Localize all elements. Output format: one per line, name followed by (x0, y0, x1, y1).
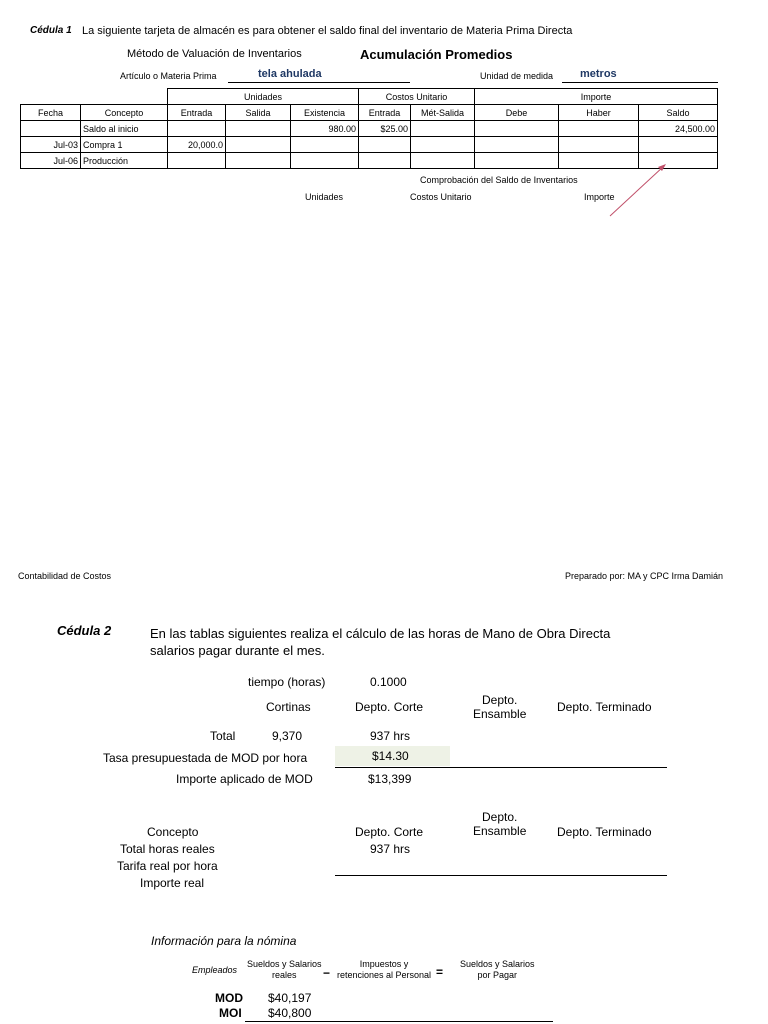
cell[interactable]: Jul-06 (21, 153, 81, 169)
tarifa-label: Tarifa real por hora (117, 859, 218, 873)
table-row (21, 121, 718, 137)
importe-real-label: Importe real (140, 876, 205, 890)
cell[interactable] (226, 121, 291, 137)
horas-reales-label: Total horas reales (120, 842, 215, 856)
cedula2-instruction-line1: En las tablas siguientes realiza el cálculo de las horas de Mano de Obra Directa (150, 626, 611, 641)
nomina-impuestos: Impuestos y retenciones al Personal (337, 959, 432, 980)
tasa-underline (335, 767, 667, 768)
importe-aplicado-value[interactable]: $13,399 (368, 772, 412, 786)
cell[interactable]: Compra 1 (81, 137, 168, 153)
nomina-sueldos-reales: Sueldos y Salarios reales (247, 959, 322, 980)
cell[interactable] (559, 121, 639, 137)
col-depto-terminado: Depto. Terminado (557, 700, 652, 714)
col-depto-ensamble: Depto. Ensamble (473, 693, 527, 721)
cell[interactable] (291, 153, 359, 169)
method-value: Acumulación Promedios (360, 47, 513, 62)
unit-underline (562, 82, 718, 83)
cell[interactable]: Saldo al inicio (81, 121, 168, 137)
col-depto-ensamble-2: Depto. Ensamble (473, 810, 527, 838)
article-value: tela ahulada (258, 68, 322, 80)
cell[interactable]: Jul-03 (21, 137, 81, 153)
col-debe: Debe (475, 105, 559, 121)
cell[interactable] (291, 137, 359, 153)
col-depto-corte-2: Depto. Corte (355, 825, 424, 839)
nomina-underline (245, 1021, 553, 1022)
article-underline (228, 82, 410, 83)
tasa-value[interactable]: $14.30 (372, 749, 409, 763)
cell[interactable]: 20,000.0 (168, 137, 226, 153)
concepto-label: Concepto (147, 825, 199, 839)
total-corte[interactable]: 937 hrs (370, 729, 411, 743)
nomina-row-name: MOI (219, 1006, 242, 1020)
cell[interactable] (411, 137, 475, 153)
col-costo-entrada: Entrada (359, 105, 411, 121)
col-haber: Haber (559, 105, 639, 121)
column-header-row (21, 105, 718, 121)
cell[interactable] (411, 153, 475, 169)
group-costos: Costos Unitario (359, 89, 475, 105)
group-importe: Importe (475, 89, 718, 105)
col-entrada: Entrada (168, 105, 226, 121)
method-label: Método de Valuación de Inventarios (127, 48, 302, 60)
cell[interactable] (639, 137, 718, 153)
cedula1-label: Cédula 1 (30, 25, 72, 36)
article-label: Artículo o Materia Prima (120, 71, 217, 81)
cedula1-instruction: La siguiente tarjeta de almacén es para obtener el saldo final del inventario de Materia Prima Directa (82, 25, 573, 37)
cell[interactable]: 24,500.00 (639, 121, 718, 137)
col-existencia: Existencia (291, 105, 359, 121)
verification-costos: Costos Unitario (410, 192, 472, 202)
col-saldo: Saldo (639, 105, 718, 121)
col-salida: Salida (226, 105, 291, 121)
total-cortinas[interactable]: 9,370 (272, 729, 303, 743)
unit-label: Unidad de medida (480, 71, 554, 81)
cell[interactable] (359, 153, 411, 169)
cell[interactable] (168, 153, 226, 169)
cell[interactable] (168, 121, 226, 137)
col-met-salida: Mét-Salida (411, 105, 475, 121)
cell[interactable]: 980.00 (291, 121, 359, 137)
col-concepto: Concepto (81, 105, 168, 121)
total-label: Total (210, 729, 236, 743)
col-cortinas: Cortinas (266, 700, 311, 714)
cell[interactable] (226, 137, 291, 153)
nomina-row-value[interactable]: $40,197 (268, 991, 312, 1005)
tasa-label: Tasa presupuestada de MOD por hora (103, 751, 308, 765)
cedula2-instruction-line2: salarios pagar durante el mes. (150, 643, 325, 658)
tarifa-underline (335, 875, 667, 876)
group-unidades: Unidades (168, 89, 359, 105)
col-depto-terminado-2: Depto. Terminado (557, 825, 652, 839)
nomina-empleados: Empleados (192, 965, 238, 975)
verification-title: Comprobación del Saldo de Inventarios (420, 175, 578, 185)
verification-importe: Importe (584, 192, 615, 202)
nomina-por-pagar: Sueldos y Salarios por Pagar (460, 959, 535, 980)
cedula2-label: Cédula 2 (57, 623, 112, 638)
footer-left: Contabilidad de Costos (18, 571, 112, 581)
cell[interactable] (475, 153, 559, 169)
group-header-row (21, 89, 718, 105)
nomina-row-value[interactable]: $40,800 (268, 1006, 312, 1020)
importe-aplicado-label: Importe aplicado de MOD (176, 772, 313, 786)
tiempo-label: tiempo (horas) (248, 675, 326, 689)
minus-sign: − (323, 966, 331, 980)
inventory-card-table (20, 88, 718, 169)
horas-reales-value[interactable]: 937 hrs (370, 842, 411, 856)
cell[interactable] (359, 137, 411, 153)
nomina-row-name: MOD (215, 991, 243, 1005)
verification-unidades: Unidades (305, 192, 344, 202)
cell[interactable] (475, 121, 559, 137)
cell[interactable] (559, 137, 639, 153)
cell[interactable] (411, 121, 475, 137)
arrow-line (610, 166, 664, 216)
cell[interactable] (226, 153, 291, 169)
arrow-annotation (600, 158, 680, 220)
col-depto-corte: Depto. Corte (355, 700, 424, 714)
footer-right: Preparado por: MA y CPC Irma Damián (565, 571, 724, 581)
equals-sign: = (436, 965, 444, 979)
unit-value: metros (580, 68, 617, 80)
tiempo-value[interactable]: 0.1000 (370, 675, 407, 689)
col-fecha: Fecha (21, 105, 81, 121)
cell[interactable] (475, 137, 559, 153)
cell[interactable] (21, 121, 81, 137)
table-row (21, 137, 718, 153)
cell[interactable]: Producción (81, 153, 168, 169)
nomina-title: Información para la nómina (151, 934, 297, 948)
cell[interactable]: $25.00 (359, 121, 411, 137)
